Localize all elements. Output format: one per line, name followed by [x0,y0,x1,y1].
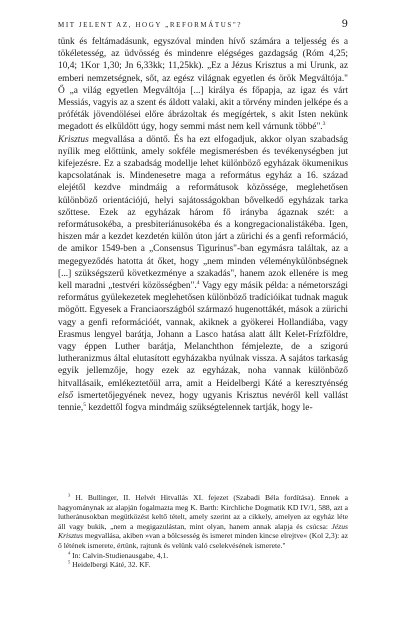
footnote-4 [58,551,348,561]
emphasis-krisztus: Krisztus [58,134,89,145]
page-number: 9 [341,19,348,30]
footnote-5-number: 5 [68,559,71,565]
footnote-3-text-b: megvallása, akiben »van a bölcsesség és ismeret minden kincse elrejtve« (Kol 2,3): az ő létének ismerete, értünk, rajtunk és velünk való cselekvésének ismerete." [58,531,348,550]
footnote-3-emphasis: Jézus Krisztus [58,521,348,541]
footnotes [58,493,348,570]
footnote-3 [58,493,348,551]
paragraph-2-text-d: kezdettől fogva mindmáig szükségtelennek tartják, hogy le- [86,403,313,414]
page-header [58,19,348,30]
footnote-4-number: 4 [68,550,71,556]
main-text [58,36,348,414]
footnote-ref-4: 4 [196,279,200,286]
footnote-5-text: Heidelbergi Káté, 32. KF. [70,560,151,570]
paragraph-2-text-c: ismertetőjegyének nevez, hogy ugyanis Krisztus nevéről kell vallást tennie, [58,390,348,414]
footnote-ref-3: 3 [322,121,326,128]
paragraph-1 [58,36,348,134]
running-title: MIT JELENT AZ, HOGY „REFORMÁTUS"? [58,21,243,29]
footnote-4-text: In: Calvin-Studienausgabe, 4,1. [70,550,169,560]
footnote-3-text-a: H. Bullinger, II. Helvét Hitvallás XI. fejezet (Szabadi Béla fordítása). Ennek a hagyománynak az alapján fogalmazta meg K. Barth: Kirchliche Dogmatik KD IV/1, 588, azt a lutheránusokban megütközést keltő tételt, amely szerint az a cikkely, amelyen az egyház léte áll vagy bukik, „nem a megigazulástan, mint olyan, hanem annak alapja és csúcsa: [58,493,348,531]
footnote-ref-5: 5 [83,401,87,408]
paragraph-2-text-a: megvallása a döntő. És ha ezt elfogadjuk, akkor olyan szabadság nyílik meg előttünk, amely sokféle megismerésben és tevékenységben jut kifejezésre. Ez a szabadság modellje lehet különböző egyházak ökumenikus kapcsolatának is. Mindenesetre maga a református egyház a 16. század elejétől kezdve mindmáig a reformátusok közössége, meglehetősen különböző orientációjú, helyi sajátosságokban bővelkedő egyházak tarka szőttese. Ezek az egyházak három fő irányba ágaznak szét: a reformátusokéba, a presbiteriánusokéba és a kongregacionalistákéba. Igen, hiszen már a kezdet kezdetén külön úton járt a zürichi és a genfi reformáció, de amikor 1549-ben a „Consensus Tigurinus"-ban egymásra találtak, az a megegyeződés hatotta át őket, hogy „nem minden véleménykülönbségnek [...] szükségszerű következménye a szakadás", hanem azok ellenére is meg kell maradni „testvéri közösségben". [58,134,348,292]
paragraph-2 [58,134,348,415]
footnote-5 [58,560,348,570]
footnote-3-number: 3 [68,492,71,498]
emphasis-elso: első [58,390,74,401]
paragraph-1-text: tünk és feltámadásunk, egyszóval minden hívő számára a teljesség és a tökéletesség, az üdvösség és mindenre elégséges gazdagság (Róm 4,25; 10,4; 1Kor 1,30; Jn 6,33kk; 11,25kk). „Ez a Jézus Krisztus a mi Urunk, az emberi nemzetségnek, sőt, az egész világnak egyetlen és örök Megváltója." Ő „a világ egyetlen Megváltója [...] királya és főpapja, az igaz és várt Messiás, vagyis az a szent és áldott valaki, akit a törvény minden jelképe és a próféták jövendölései előre ábrázoltak és megígértek, s akit Isten nekünk megadott és elküldött úgy, hogy semmi mást nem kell várnunk többé". [58,37,349,133]
paragraph-2-text-b: Vagy egy másik példa: a németországi református gyülekezetek meglehetősen különböző tradícióikat tudnak maguk mögött. Egyesek a Franciaországból származó hugenottákét, mások a zürichi vagy a genfi reformációét, vannak, akiknek a gyökerei Hollandiába, vagy Erasmus lengyel barátja, Johann a Lasco hatása alatt állt Kelet-Frízföldre, vagy éppen Luther barátja, Melanchthon fémjelezte, de a szigorú lutheranizmus által elutasított egyházakba nyúlnak vissza. A sajátos tarkaság egyik jellemzője, hogy ezek az egyházak, noha vannak különböző hitvallásaik, emlékeztetőül arra, amit a Heidelbergi Káté a keresztyénség [58,281,348,389]
